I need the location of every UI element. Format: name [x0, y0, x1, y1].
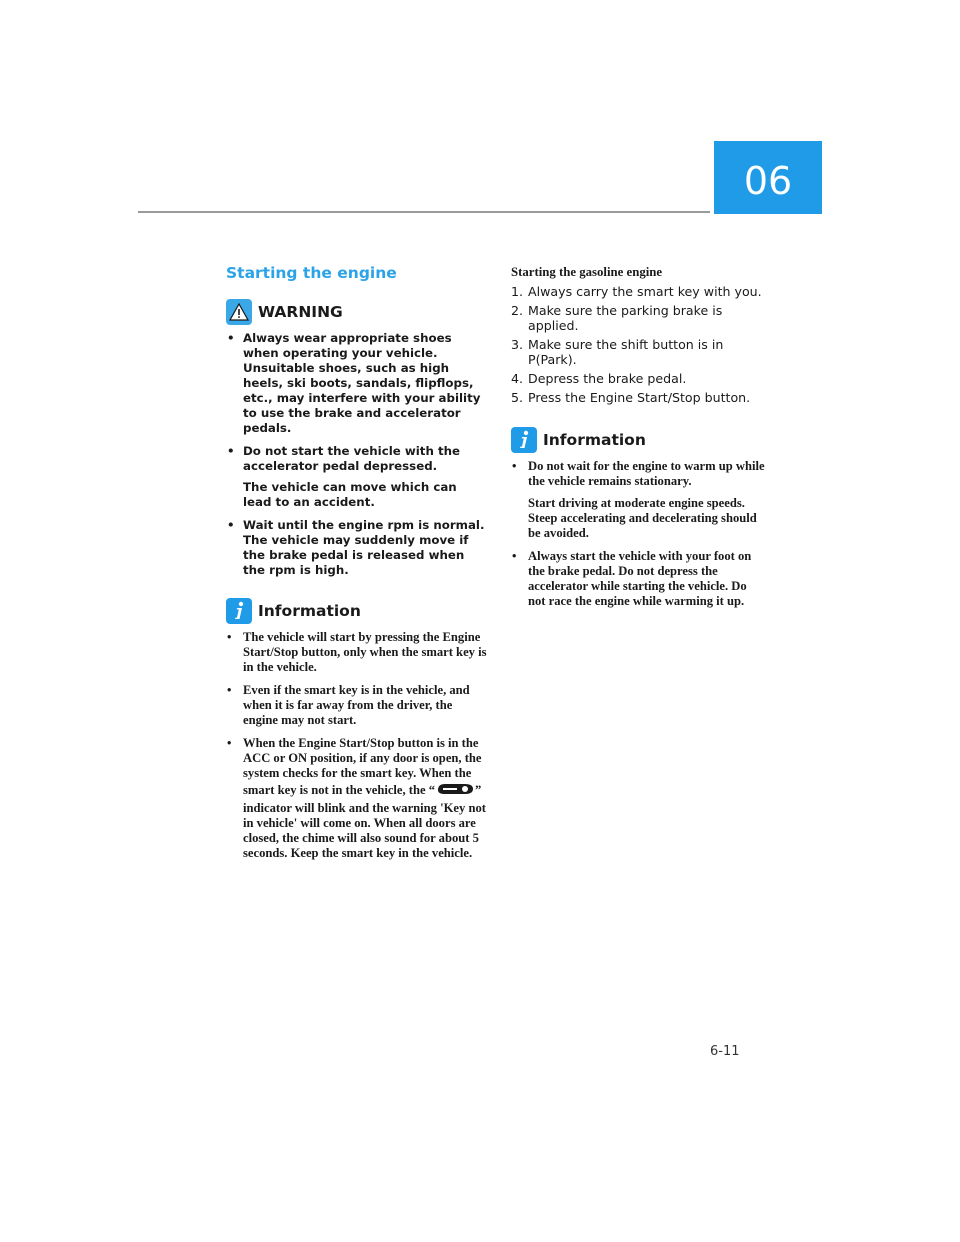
- info-text: • The vehicle will start by pressing the Engine Start/Stop button, only when the smart key is in the vehicle.: [243, 630, 487, 674]
- info-box-left: [226, 598, 488, 861]
- section-title: Starting the engine: [226, 264, 397, 282]
- info-text-part: ” indicator will blink and the warning 'Key not in vehicle' will come on. When all doors are closed, the chime will also sound for about 5 seconds. Keep the smart key in the vehicle.: [243, 783, 486, 860]
- warning-label: WARNING: [258, 303, 343, 321]
- step-number: 1.: [511, 284, 524, 299]
- step-text: Press the Engine Start/Stop button.: [528, 390, 751, 405]
- info-label: Information: [258, 602, 361, 620]
- info-label: Information: [543, 431, 646, 449]
- info-text: • Always start the vehicle with your foot on the brake pedal. Do not depress the accelerator while starting the vehicle. Do not race the engine while warming it up.: [528, 549, 752, 608]
- info-list-left: [226, 630, 488, 861]
- info-item: [226, 630, 488, 675]
- smart-key-indicator-icon: [435, 781, 475, 801]
- step-text: Make sure the parking brake is applied.: [528, 303, 723, 333]
- step-item: [511, 371, 767, 386]
- info-item: [226, 736, 488, 861]
- step-item: [511, 284, 767, 299]
- step-number: 5.: [511, 390, 524, 405]
- info-header: [511, 427, 767, 453]
- warning-item: [226, 444, 488, 510]
- step-item: [511, 303, 767, 333]
- info-item: [511, 549, 767, 609]
- info-text-part: When the Engine Start/Stop button is in the ACC or ON position, if any door is open, the system checks for the smart key. When the smart key is not in the vehicle, the “: [243, 736, 482, 797]
- chapter-tab: 06: [714, 141, 822, 214]
- info-item: [226, 683, 488, 728]
- warning-text: • Do not start the vehicle with the accelerator pedal depressed.: [243, 444, 460, 473]
- info-text: Start driving at moderate engine speeds. Steep accelerating and decelerating should be avoided.: [528, 496, 757, 540]
- step-item: [511, 390, 767, 405]
- info-icon: [226, 598, 252, 624]
- info-text: • Do not wait for the engine to warm up while the vehicle remains stationary.: [528, 459, 765, 488]
- step-text: Make sure the shift button is in P(Park).: [528, 337, 724, 367]
- step-item: [511, 337, 767, 367]
- warning-header: [226, 299, 488, 325]
- warning-item: [226, 331, 488, 436]
- info-text: • Even if the smart key is in the vehicle, and when it is far away from the driver, the engine may not start.: [243, 683, 470, 727]
- warning-text: • Always wear appropriate shoes when operating your vehicle. Unsuitable shoes, such as high heels, ski boots, sandals, flipflops, etc., may interfere with your ability to use the brake and accelerator pedals.: [243, 331, 481, 435]
- warning-list: [226, 331, 488, 578]
- step-text: Depress the brake pedal.: [528, 371, 687, 386]
- step-number: 3.: [511, 337, 524, 352]
- step-number: 4.: [511, 371, 524, 386]
- info-text: [243, 736, 488, 861]
- warning-text: The vehicle can move which can lead to an accident.: [243, 480, 457, 509]
- gasoline-steps: [511, 284, 767, 405]
- warning-box: [226, 299, 488, 578]
- header-rule: [138, 211, 710, 213]
- info-icon: [511, 427, 537, 453]
- info-box-right: [511, 427, 767, 609]
- right-column: [511, 262, 767, 617]
- warning-icon: [226, 299, 252, 325]
- warning-text: • Wait until the engine rpm is normal. The vehicle may suddenly move if the brake pedal is released when the rpm is high.: [243, 518, 485, 577]
- left-column: [226, 262, 488, 869]
- info-list-right: [511, 459, 767, 609]
- step-number: 2.: [511, 303, 524, 318]
- warning-item: [226, 518, 488, 578]
- gasoline-title: Starting the gasoline engine: [511, 265, 663, 279]
- step-text: Always carry the smart key with you.: [528, 284, 762, 299]
- info-item: [511, 459, 767, 541]
- info-header: [226, 598, 488, 624]
- page-number: 6-11: [710, 1044, 740, 1059]
